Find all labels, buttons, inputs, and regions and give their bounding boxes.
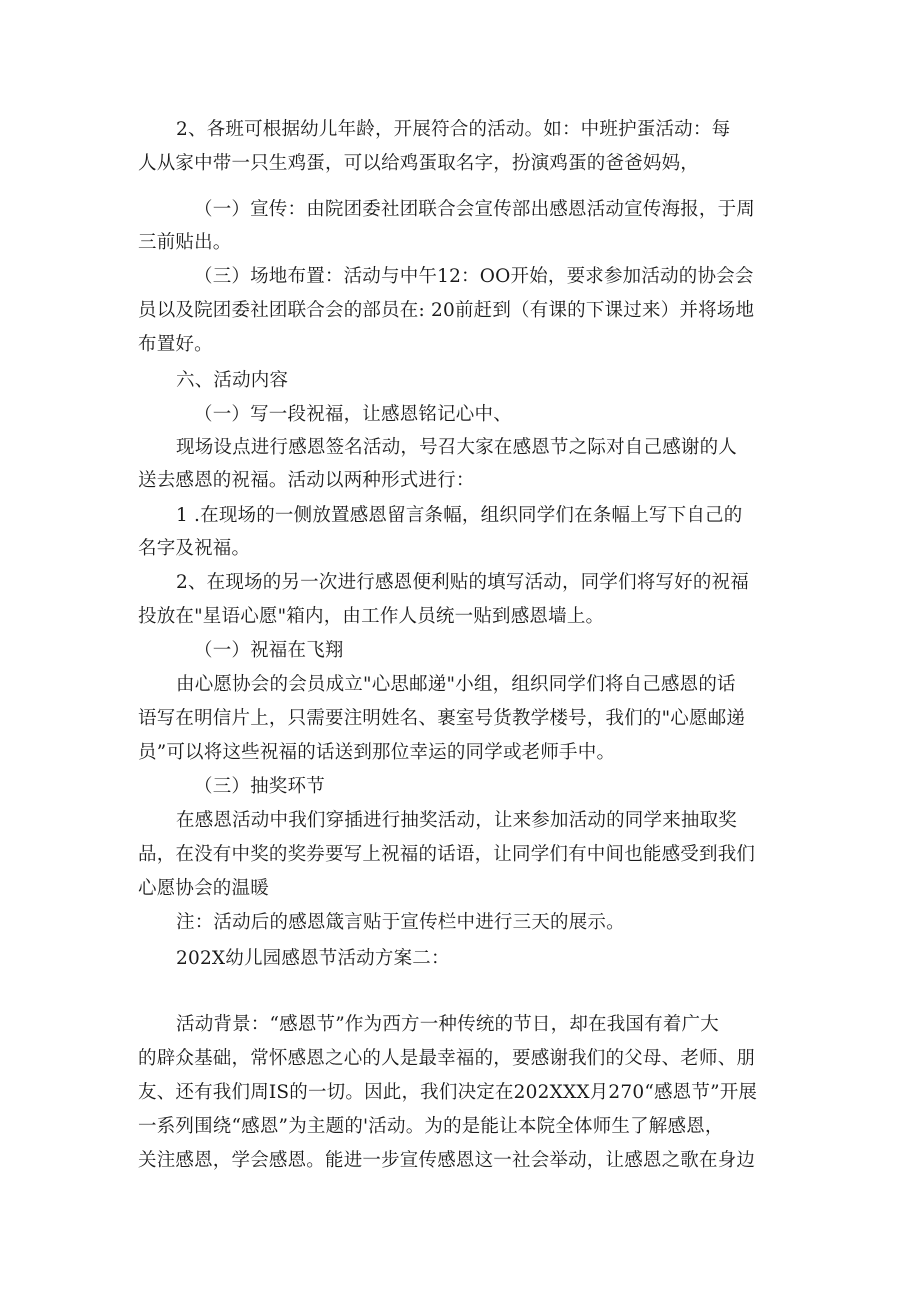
section-heading: 六、活动内容 [176,370,289,391]
text-line: （一）祝福在飞翔 [194,640,344,661]
text-line: 名字及祝福。 [138,538,251,559]
text-line: （一）写一段祝福，让感恩铭记心中、 [194,404,512,425]
text-line: 送去感恩的祝福。活动以两种形式进行： [138,470,475,491]
text-line: 注：活动后的感恩箴言贴于宣传栏中进行三天的展示。 [176,912,625,933]
text-line: 现场设点进行感恩签名活动，号召大家在感恩节之际对自己感谢的人 [176,437,738,458]
text-line: 语写在明信片上，只需要注明姓名、裹室号货教学楼号，我们的"心愿邮递 [138,708,746,729]
text-line: （一）宣传：由院团委社团联合会宣传部出感恩活动宣传海报，于周 [194,199,756,220]
text-line: 员”可以将这些祝福的话送到那位幸运的同学或老师手中。 [138,742,616,763]
text-line: 在感恩活动中我们穿插进行抽奖活动，让来参加活动的同学来抽取奖 [176,810,738,831]
text-line: 活动背景：“感恩节”作为西方一种传统的节日，却在我国有着广大 [176,1014,719,1035]
text-line: （三）抽奖环节 [194,776,325,797]
text-line: 一系列围绕“感恩”为主题的'活动。为的是能让本院全体师生了解感恩， [138,1116,724,1137]
text-line: 员以及院团委社团联合会的部员在: 20前赶到（有课的下课过来）并将场地 [138,300,755,321]
text-line: 投放在"星语心愿"箱内，由工作人员统一贴到感恩墙上。 [138,606,605,627]
text-line: 品，在没有中奖的奖券要写上祝福的话语，让同学们有中间也能感受到我们 [138,844,756,865]
section-heading: 202X幼儿园感恩节活动方案二： [176,948,450,969]
text-line: 关注感恩，学会感恩。能进一步宣传感恩这一社会举动，让感恩之歌在身边 [138,1150,756,1171]
text-line: 的辟众基础，常怀感恩之心的人是最幸福的，要感谢我们的父母、老师、朋 [138,1048,756,1069]
text-line: 2、在现场的另一次进行感恩便利贴的填写活动，同学们将写好的祝福 [176,572,749,593]
text-line: 友、还有我们周IS的一切。因此，我们决定在202XXX月270“感恩节”开展 [138,1082,758,1103]
text-line: 1 .在现场的一侧放置感恩留言条幅，组织同学们在条幅上写下自己的 [176,505,743,526]
text-line: 心愿协会的温暖 [138,878,269,899]
text-line: 2、各班可根据幼儿年龄，开展符合的活动。如：中班护蛋活动：每 [176,119,731,140]
text-line: 布置好。 [138,334,213,355]
text-line: 由心愿协会的会员成立"心思邮递"小组，组织同学们将自己感恩的话 [176,674,736,695]
text-line: 人从家中带一只生鸡蛋，可以给鸡蛋取名字，扮演鸡蛋的爸爸妈妈， [138,153,700,174]
text-line: （三）场地布置：活动与中午12：OO开始，要求参加活动的协会会 [194,266,754,287]
text-line: 三前贴出。 [138,232,232,253]
